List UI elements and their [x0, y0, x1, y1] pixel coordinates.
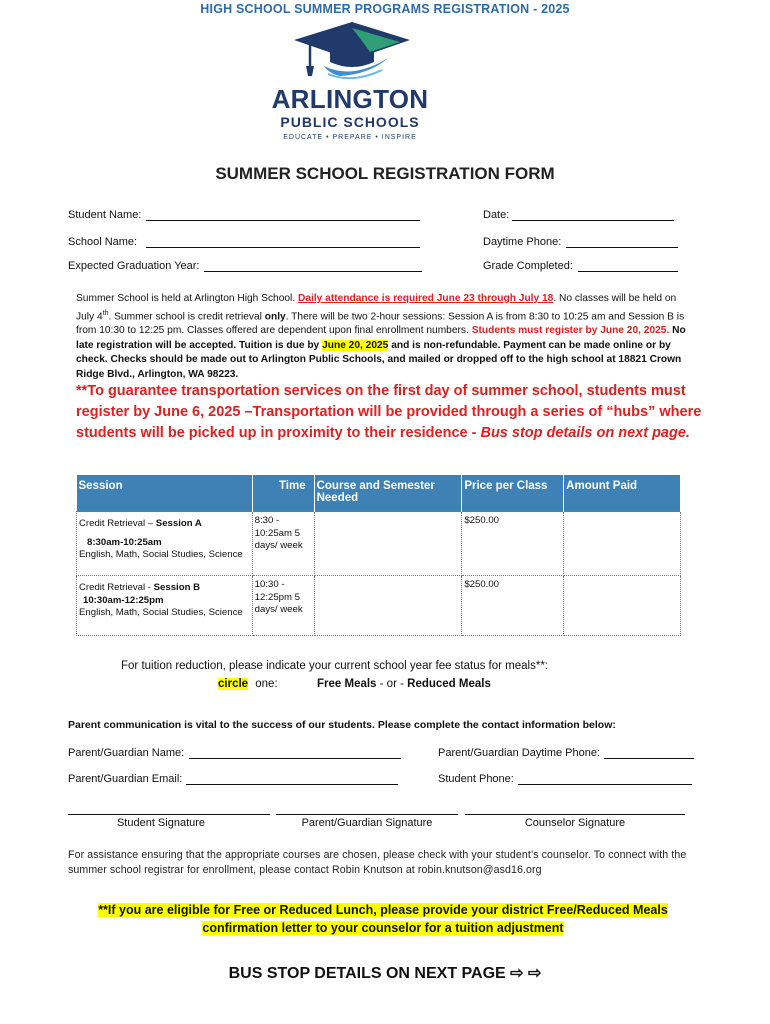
session-hours: 10:30am-12:25pm — [83, 594, 164, 606]
student-name-field[interactable] — [146, 220, 420, 221]
meals-choice — [218, 678, 278, 690]
price-cell: $250.00 — [462, 512, 564, 576]
school-name-label: School Name: — [68, 236, 138, 248]
parent-signature-label: Parent/Guardian Signature — [301, 817, 433, 829]
date-label: Date: — [483, 209, 510, 221]
col-price: Price per Class — [462, 475, 564, 512]
info-text: Summer School is held at Arlington High School. — [76, 293, 296, 304]
time-cell: 8:30 - 10:25am 5 days/ week — [252, 512, 314, 576]
session-cell — [77, 512, 253, 576]
tuition-due-date: June 20, 2025 — [322, 339, 389, 351]
bus-stop-next-page: BUS STOP DETAILS ON NEXT PAGE ⇨ ⇨ — [228, 965, 542, 982]
parent-intro: Parent communication is vital to the success of our students. Please complete the contact information below: — [68, 719, 616, 731]
free-reduced-notice — [78, 901, 688, 937]
or-text: - or - — [379, 678, 404, 690]
circle-word: circle — [218, 678, 249, 690]
form-title: SUMMER SCHOOL REGISTRATION FORM — [215, 164, 555, 183]
transportation-notice — [76, 381, 706, 444]
table-row — [77, 512, 681, 576]
expected-graduation-label: Expected Graduation Year: — [68, 260, 200, 272]
session-hours: 8:30am-10:25am — [87, 536, 162, 548]
parent-daytime-phone-label: Parent/Guardian Daytime Phone: — [438, 747, 601, 759]
course-input-cell[interactable] — [314, 576, 462, 636]
session-name: Session A — [155, 518, 202, 529]
school-name-field[interactable] — [146, 247, 420, 248]
student-signature-line[interactable] — [68, 814, 270, 815]
counselor-signature-label: Counselor Signature — [524, 817, 626, 829]
meal-options — [317, 678, 491, 690]
parent-name-field[interactable] — [189, 758, 401, 759]
attendance-requirement: Daily attendance is required June 23 through July 18 — [298, 293, 554, 304]
free-reduced-text: **If you are eligible for Free or Reduced Lunch, please provide your district Free/Reduced Meals confirmation letter to your counselor for a tuition adjustment — [98, 903, 668, 935]
session-subjects: English, Math, Social Studies, Science — [79, 549, 243, 560]
session-type: Credit Retrieval - — [79, 582, 151, 593]
reduced-meals-option[interactable]: Reduced Meals — [407, 678, 491, 690]
expected-graduation-field[interactable] — [204, 271, 422, 272]
logo-name: ARLINGTON — [271, 84, 429, 114]
info-text-bold: and is non-refundable. Payment can be made online or by check. Checks should be made out to Arlington Public Schools, and mailed or dropped off to the high school at 18821 Crown Ridge Blvd., Arlington, WA 98223. — [76, 339, 682, 380]
daytime-phone-label: Daytime Phone: — [483, 236, 562, 248]
page-header-title: HIGH SCHOOL SUMMER PROGRAMS REGISTRATION - 2025 — [200, 2, 570, 16]
amount-paid-cell[interactable] — [564, 576, 681, 636]
student-name-label: Student Name: — [68, 209, 142, 221]
col-time: Time — [252, 475, 314, 512]
transport-text: **To guarantee transportation services on the first day of summer school, students must register by June 6, 2025 –Transportation will be provided through a series of “hubs” where students will be picked up in proximity to their residence - — [76, 383, 702, 441]
info-text: . There will be two 2-hour sessions: Session A is from 8:30 to 10:25 am and Session B is from 10:30 to 12:25 pm. Classes offered are dependent upon final enrollment numbers. — [76, 310, 685, 337]
session-name: Session B — [153, 582, 201, 593]
free-meals-option[interactable]: Free Meals — [317, 678, 377, 690]
logo-subtitle: PUBLIC SCHOOLS — [280, 114, 420, 130]
grade-completed-field[interactable] — [578, 271, 678, 272]
price-cell: $250.00 — [462, 576, 564, 636]
date-field[interactable] — [512, 220, 674, 221]
parent-name-label: Parent/Guardian Name: — [68, 747, 185, 759]
meals-instruction: For tuition reduction, please indicate your current school year fee status for meals**: — [121, 660, 548, 672]
student-phone-label: Student Phone: — [438, 773, 514, 785]
student-signature-label: Student Signature — [116, 817, 206, 829]
col-session: Session — [77, 475, 253, 512]
parent-email-field[interactable] — [186, 784, 398, 785]
session-cell — [77, 576, 253, 636]
table-row — [77, 576, 681, 636]
superscript: th — [102, 309, 109, 317]
assistance-text: For assistance ensuring that the appropriate courses are chosen, please check with your student’s counselor. To connect with the summer school registrar for enrollment, please contact Robin Knutson at robin.knutson@asd16.org — [68, 849, 687, 876]
time-cell: 10:30 - 12:25pm 5 days/ week — [252, 576, 314, 636]
col-amount-paid: Amount Paid — [564, 475, 681, 512]
info-text: . No classes will be held on July 4 — [76, 293, 677, 322]
counselor-signature-line[interactable] — [465, 814, 685, 815]
summer-school-info — [76, 292, 696, 382]
registration-deadline: Students must register by June 20, 2025. — [471, 325, 670, 337]
parent-daytime-phone-field[interactable] — [604, 758, 694, 759]
table-header-row — [77, 475, 681, 512]
col-course: Course and Semester Needed — [314, 475, 462, 512]
info-emphasis: only — [264, 310, 286, 322]
student-phone-field[interactable] — [518, 784, 692, 785]
graduation-cap-icon — [270, 18, 435, 88]
session-subjects: English, Math, Social Studies, Science — [79, 607, 243, 618]
daytime-phone-field[interactable] — [566, 247, 678, 248]
grade-completed-label: Grade Completed: — [483, 260, 573, 272]
one-word: one: — [255, 678, 278, 690]
info-text-bold: No late registration will be accepted. Tuition is due by — [76, 325, 686, 351]
amount-paid-cell[interactable] — [564, 512, 681, 576]
parent-email-label: Parent/Guardian Email: — [68, 773, 183, 785]
session-type: Credit Retrieval – — [79, 518, 154, 529]
parent-signature-line[interactable] — [276, 814, 458, 815]
info-text: . Summer school is credit retrieval — [108, 310, 262, 322]
bus-stop-note: Bus stop details on next page. — [480, 425, 690, 441]
logo-tagline: EDUCATE • PREPARE • INSPIRE — [283, 134, 417, 141]
session-table — [76, 475, 681, 636]
course-input-cell[interactable] — [314, 512, 462, 576]
